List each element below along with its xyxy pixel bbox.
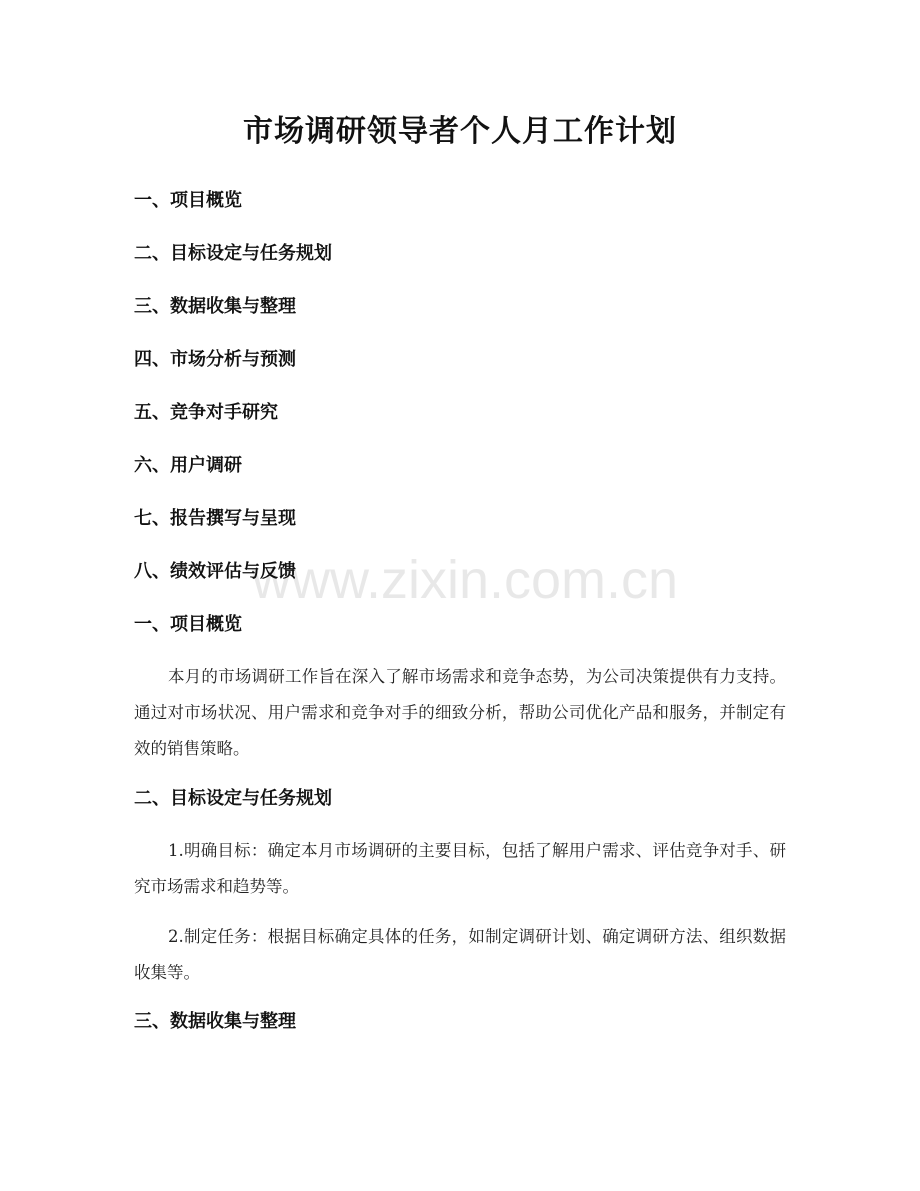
section-heading-overview: 一、项目概览	[134, 614, 242, 635]
toc-item: 三、数据收集与整理	[134, 296, 296, 317]
toc-item: 二、目标设定与任务规划	[134, 243, 332, 264]
table-of-contents	[134, 184, 332, 608]
toc-item: 八、绩效评估与反馈	[134, 561, 296, 582]
document-title: 市场调研领导者个人月工作计划	[243, 114, 677, 149]
watermark: www.zixin.com.cn	[251, 550, 679, 610]
toc-item: 四、市场分析与预测	[134, 349, 296, 370]
toc-item: 六、用户调研	[134, 455, 242, 476]
goals-item-2: 2.制定任务：根据目标确定具体的任务，如制定调研计划、确定调研方法、组织数据收集等。	[134, 927, 786, 982]
section-heading-goals: 二、目标设定与任务规划	[134, 788, 332, 809]
section-heading-data: 三、数据收集与整理	[134, 1011, 296, 1032]
toc-item: 一、项目概览	[134, 190, 242, 211]
goals-item-1: 1.明确目标：确定本月市场调研的主要目标，包括了解用户需求、评估竞争对手、研究市场需求和趋势等。	[134, 841, 786, 896]
overview-paragraph: 本月的市场调研工作旨在深入了解市场需求和竞争态势，为公司决策提供有力支持。通过对市场状况、用户需求和竞争对手的细致分析，帮助公司优化产品和服务，并制定有效的销售策略。	[134, 667, 786, 758]
toc-item: 七、报告撰写与呈现	[134, 508, 296, 529]
toc-item: 五、竞争对手研究	[134, 402, 278, 423]
